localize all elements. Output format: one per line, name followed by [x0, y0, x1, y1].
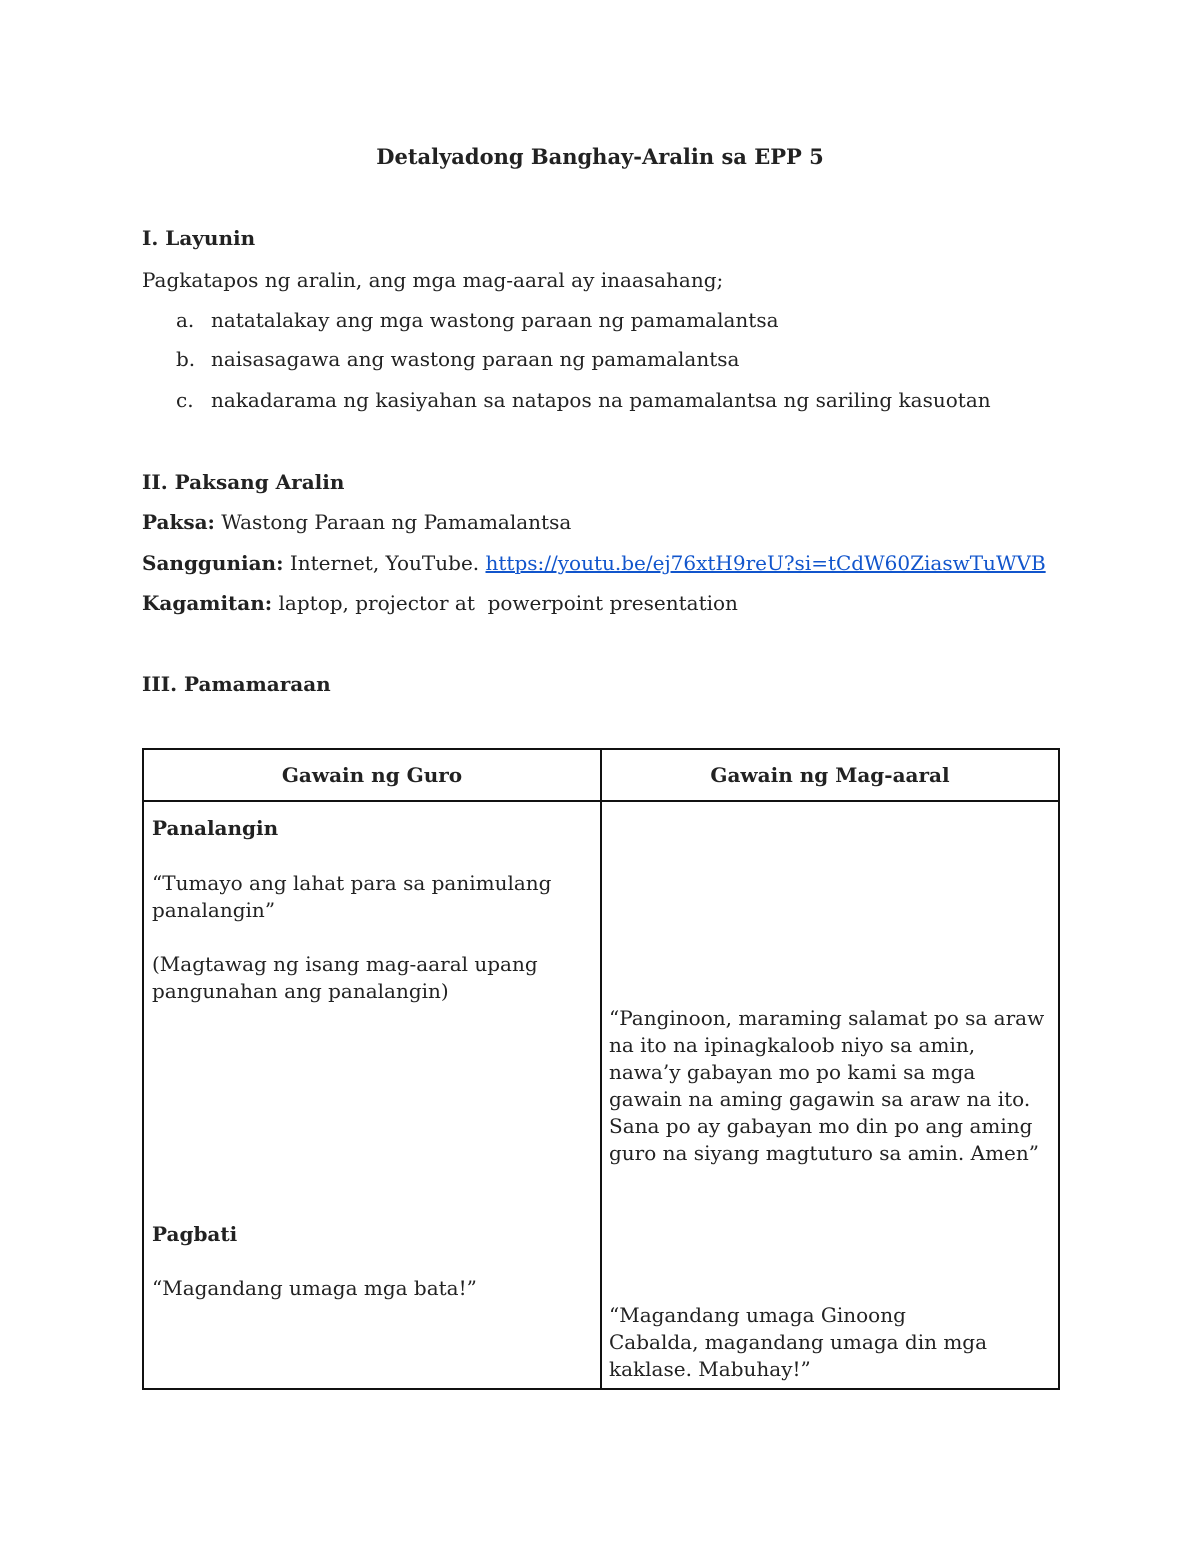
paksa-value: Wastong Paraan ng Pamamalantsa	[221, 510, 572, 534]
guro-cell	[143, 801, 601, 1389]
layunin-heading: I. Layunin	[142, 226, 256, 250]
document-title: Detalyadong Banghay-Aralin sa EPP 5	[376, 144, 824, 169]
paksa-line	[142, 510, 571, 534]
kagamitan-label: Kagamitan:	[142, 591, 273, 615]
pamamaraan-heading: III. Pamamaraan	[142, 672, 331, 696]
panalangin-quote: “Tumayo ang lahat para sa panimulang panalangin”	[152, 871, 552, 922]
sanggunian-value: Internet, YouTube.	[289, 551, 480, 575]
pagbati-heading: Pagbati	[152, 1222, 238, 1246]
sanggunian-label: Sanggunian:	[142, 551, 284, 575]
layunin-item-a: natatalakay ang mga wastong paraan ng pamamalantsa	[211, 308, 779, 332]
magaaral-cell	[601, 801, 1059, 1389]
panalangin-heading: Panalangin	[152, 816, 279, 840]
youtube-link[interactable]: https://youtu.be/ej76xtH9reU?si=tCdW60ZiaswTuWVB	[485, 551, 1046, 575]
pagbati-quote: “Magandang umaga mga bata!”	[152, 1276, 477, 1300]
col-header-guro: Gawain ng Guro	[143, 749, 601, 801]
layunin-item-b-marker: b.	[176, 347, 196, 371]
pagbati-response: “Magandang umaga Ginoong Cabalda, magandang umaga din mga kaklase. Mabuhay!”	[609, 1303, 988, 1381]
layunin-item-c: nakadarama ng kasiyahan sa natapos na pamamalantsa ng sariling kasuotan	[211, 388, 991, 412]
kagamitan-value: laptop, projector at powerpoint presentation	[278, 591, 738, 615]
layunin-item-b: naisasagawa ang wastong paraan ng pamamalantsa	[211, 347, 740, 371]
layunin-item-c-marker: c.	[176, 388, 194, 412]
sanggunian-line	[142, 551, 1046, 575]
panalangin-note: (Magtawag ng isang mag-aaral upang pangunahan ang panalangin)	[152, 952, 538, 1003]
pamamaraan-table	[142, 748, 1060, 1390]
col-header-magaaral: Gawain ng Mag-aaral	[601, 749, 1059, 801]
paksang-aralin-heading: II. Paksang Aralin	[142, 470, 345, 494]
panalangin-response: “Panginoon, maraming salamat po sa araw na ito na ipinagkaloob niyo sa amin, nawa’y gabayan mo po kami sa mga gawain na aming gagawin sa araw na ito. Sana po ay gabayan mo din po ang aming guro na siyang magtuturo sa amin. Amen”	[609, 1006, 1045, 1165]
layunin-intro: Pagkatapos ng aralin, ang mga mag-aaral ay inaasahang;	[142, 268, 724, 292]
layunin-item-a-marker: a.	[176, 308, 195, 332]
table-row	[143, 801, 1059, 1389]
table-header-row	[143, 749, 1059, 801]
kagamitan-line	[142, 591, 738, 615]
paksa-label: Paksa:	[142, 510, 215, 534]
